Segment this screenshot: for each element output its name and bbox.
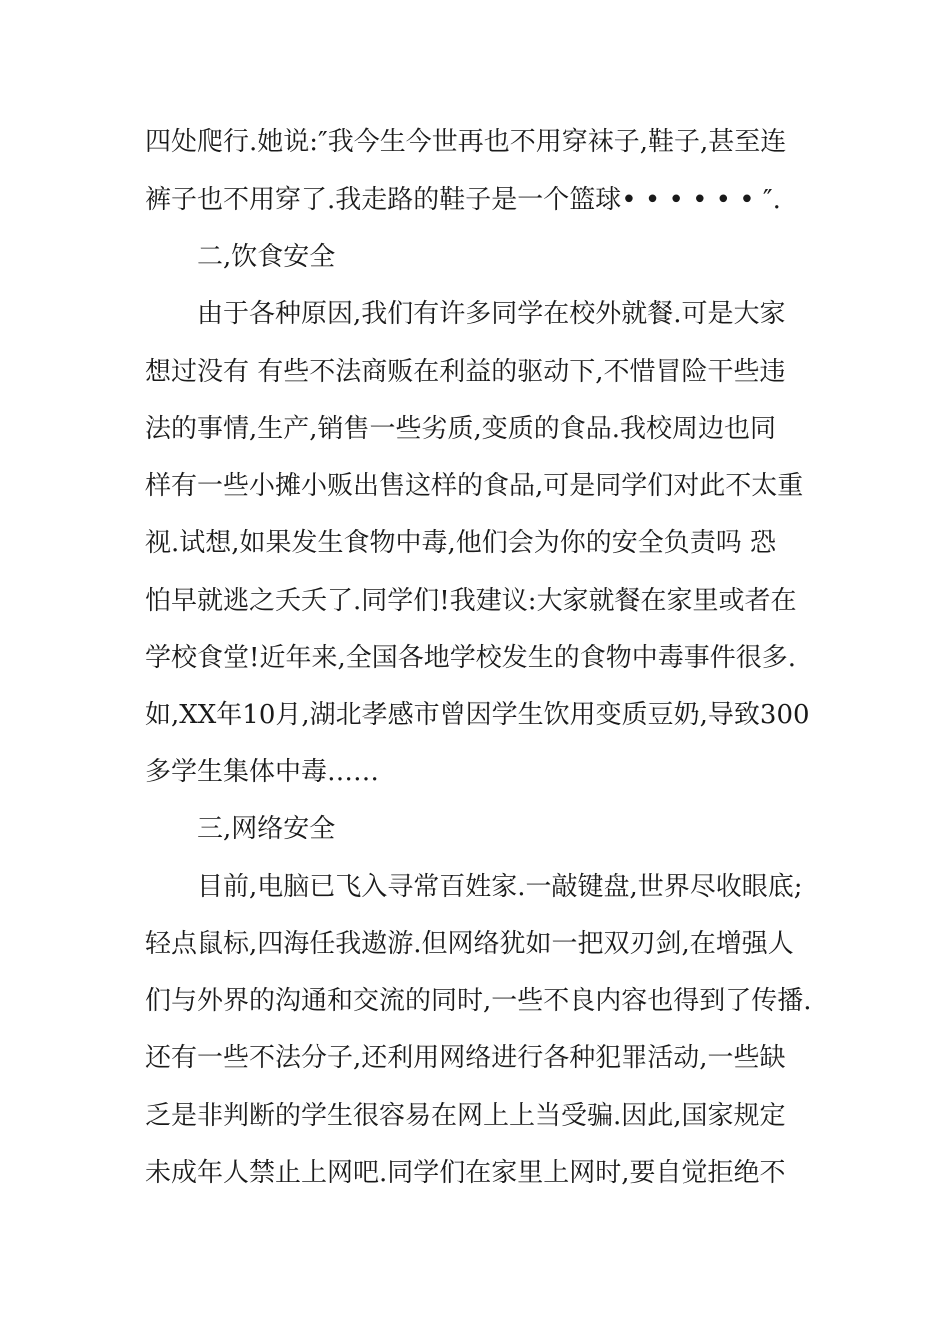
body-line-7: 样有一些小摊小贩出售这样的食品,可是同学们对此不太重 — [145, 471, 804, 501]
body-line-9: 怕早就逃之夭夭了.同学们!我建议:大家就餐在家里或者在 — [145, 586, 797, 616]
body-line-11: 如,XX年10月,湖北孝感市曾因学生饮用变质豆奶,导致300 — [145, 700, 810, 730]
section-heading-food-safety: 二,饮食安全 — [197, 242, 336, 272]
body-line-5: 想过没有 有些不法商贩在利益的驱动下,不惜冒险干些违 — [145, 357, 786, 387]
body-line-18: 乏是非判断的学生很容易在网上上当受骗.因此,国家规定 — [145, 1101, 786, 1131]
body-line-15: 轻点鼠标,四海任我遨游.但网络犹如一把双刃剑,在增强人 — [145, 929, 794, 959]
body-line-8: 视.试想,如果发生食物中毒,他们会为你的安全负责吗 恐 — [145, 528, 777, 558]
body-line-16: 们与外界的沟通和交流的同时,一些不良内容也得到了传播. — [145, 986, 812, 1016]
body-line-6: 法的事情,生产,销售一些劣质,变质的食品.我校周边也同 — [145, 414, 777, 444]
body-line-17: 还有一些不法分子,还利用网络进行各种犯罪活动,一些缺 — [145, 1043, 786, 1073]
body-line-12: 多学生集体中毒…… — [145, 757, 380, 787]
body-line-19: 未成年人禁止上网吧.同学们在家里上网时,要自觉拒绝不 — [145, 1158, 786, 1188]
body-line-14: 目前,电脑已飞入寻常百姓家.一敲键盘,世界尽收眼底; — [197, 872, 803, 902]
body-line-1: 四处爬行.她说:″我今生今世再也不用穿袜子,鞋子,甚至连 — [145, 127, 787, 157]
body-line-10: 学校食堂!近年来,全国各地学校发生的食物中毒事件很多. — [145, 643, 796, 673]
body-line-2: 裤子也不用穿了.我走路的鞋子是一个篮球• • • • • • ″. — [145, 185, 781, 215]
body-line-4: 由于各种原因,我们有许多同学在校外就餐.可是大家 — [197, 299, 786, 329]
section-heading-network-safety: 三,网络安全 — [197, 814, 336, 844]
